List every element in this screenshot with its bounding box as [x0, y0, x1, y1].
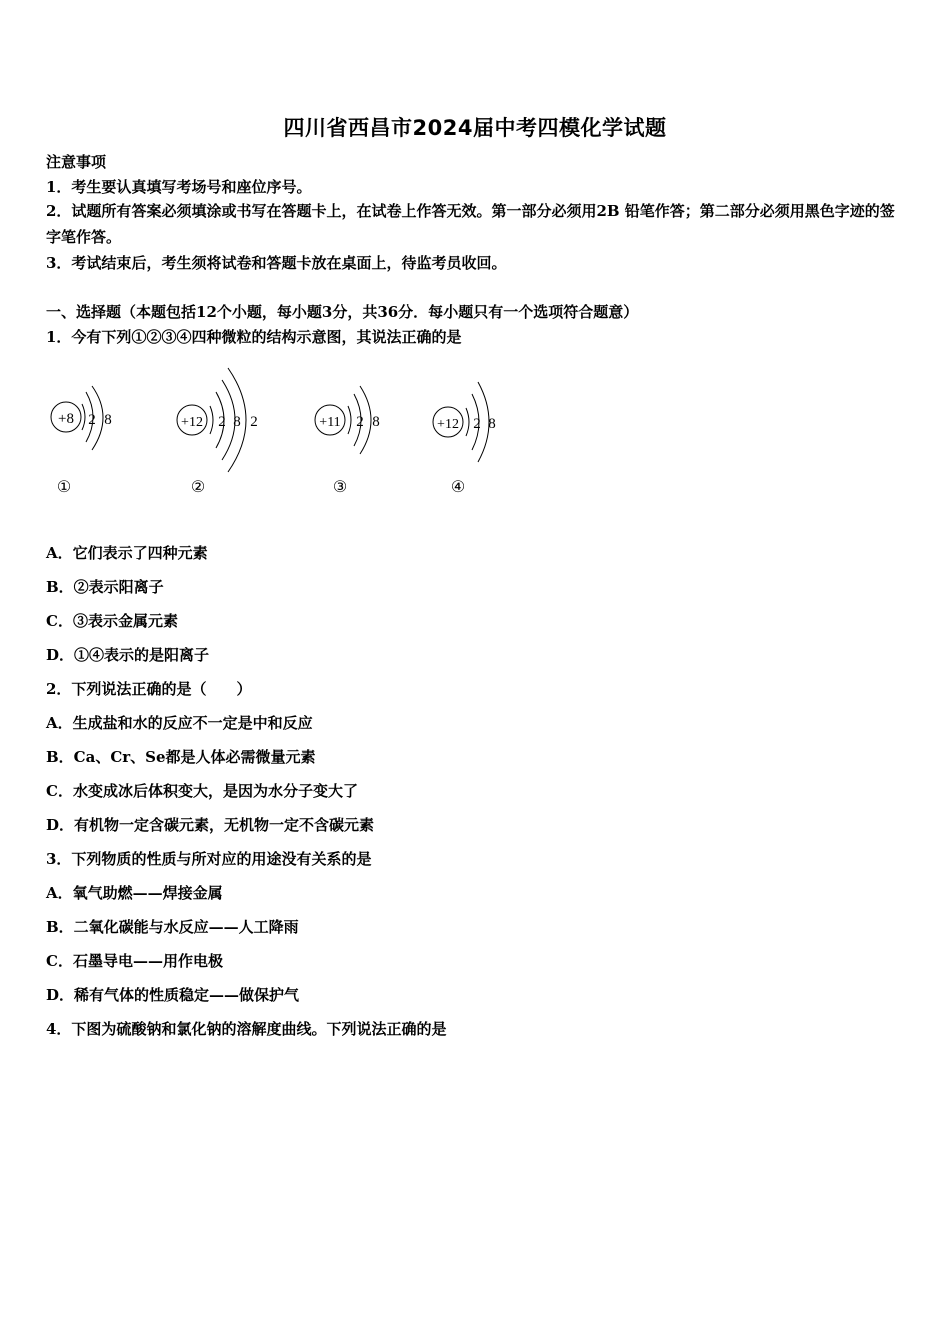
q3-option-b: B．二氧化碳能与水反应——人工降雨: [46, 918, 299, 936]
atom-4-nucleus: +12: [437, 417, 459, 432]
atom-3-shell-2: 8: [372, 414, 380, 430]
atom-4-label: ④: [450, 479, 466, 496]
atom-2-shell-3: 2: [250, 414, 258, 430]
atom-2-shell-2: 8: [233, 414, 241, 430]
atom-3: [315, 386, 380, 496]
q2-option-d: D．有机物一定含碳元素，无机物一定不含碳元素: [46, 816, 375, 834]
atom-2: [177, 368, 258, 496]
q3-option-a: A．氧气助燃——焊接金属: [46, 884, 223, 902]
notice-item-2: 2．试题所有答案必须填涂或书写在答题卡上，在试卷上作答无效。第一部分必须用2B 铅笔作答；第二部分必须用黑色字迹的签字笔作答。: [46, 202, 895, 246]
question-2-stem: 2．下列说法正确的是（ ）: [46, 680, 252, 698]
question-3-stem: 3．下列物质的性质与所对应的用途没有关系的是: [46, 850, 372, 868]
atom-2-label: ②: [190, 479, 206, 496]
q2-option-c: C．水变成冰后体积变大，是因为水分子变大了: [46, 782, 358, 800]
q2-option-a: A．生成盐和水的反应不一定是中和反应: [46, 714, 313, 732]
question-4-stem: 4．下图为硫酸钠和氯化钠的溶解度曲线。下列说法正确的是: [46, 1020, 447, 1038]
q3-option-d: D．稀有气体的性质稳定——做保护气: [46, 986, 300, 1004]
q1-option-d: D．①④表示的是阳离子: [46, 646, 210, 664]
atom-1: [51, 386, 112, 496]
atom-3-label: ③: [332, 479, 348, 496]
atom-1-nucleus: +8: [58, 411, 74, 427]
atom-1-label: ①: [56, 479, 72, 496]
atom-3-nucleus: +11: [319, 415, 341, 430]
notice-item-1: 1．考生要认真填写考场号和座位序号。: [46, 178, 312, 196]
atom-4-shell-1: 2: [473, 416, 481, 432]
section-heading: 一、选择题（本题包括12个小题，每小题3分，共36分．每小题只有一个选项符合题意）: [46, 303, 639, 321]
atom-1-shell-1: 2: [88, 412, 96, 428]
question-1-stem: 1．今有下列①②③④四种微粒的结构示意图，其说法正确的是: [46, 328, 462, 346]
q1-option-b: B．②表示阳离子: [46, 578, 164, 596]
q1-option-a: A．它们表示了四种元素: [46, 544, 208, 562]
atom-4: [433, 382, 496, 496]
q3-option-c: C．石墨导电——用作电极: [46, 952, 223, 970]
atom-2-shell-1: 2: [218, 414, 226, 430]
atom-1-shell-2: 8: [104, 412, 112, 428]
page-title: 四川省西昌市2024届中考四模化学试题: [283, 116, 667, 140]
atom-2-nucleus: +12: [181, 415, 203, 430]
q2-option-b: B．Ca、Cr、Se都是人体必需微量元素: [46, 748, 316, 766]
q1-option-c: C．③表示金属元素: [46, 612, 178, 630]
notice-item-3: 3．考试结束后，考生须将试卷和答题卡放在桌面上，待监考员收回。: [46, 254, 507, 272]
atom-structure-diagram: [40, 362, 540, 507]
notice-heading: 注意事项: [46, 153, 107, 171]
atom-3-shell-1: 2: [356, 414, 364, 430]
atom-4-shell-2: 8: [488, 416, 496, 432]
